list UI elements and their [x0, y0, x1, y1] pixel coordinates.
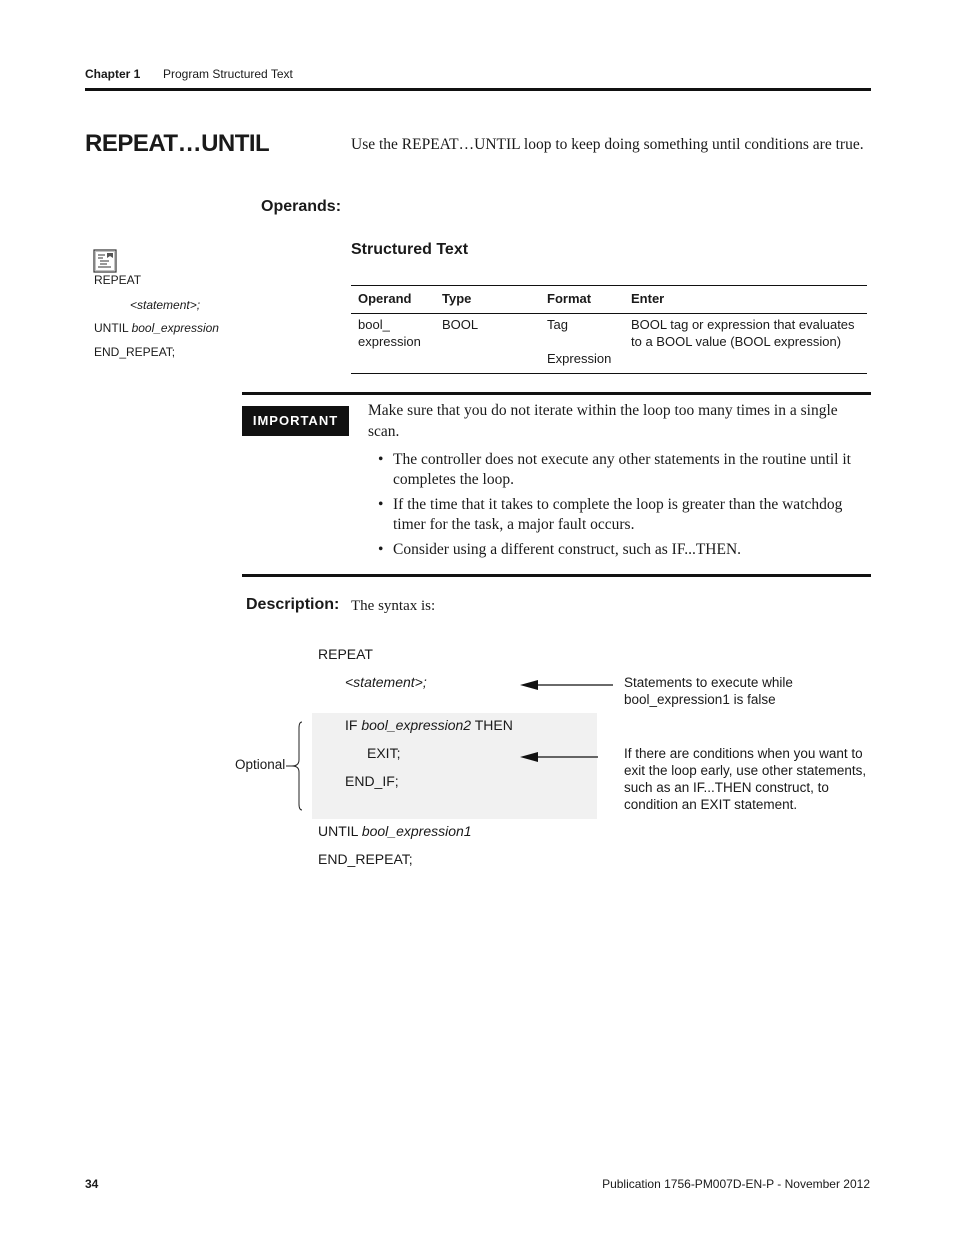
arrow-left-icon — [518, 678, 613, 692]
section-title: REPEAT…UNTIL — [85, 130, 270, 157]
operands-table — [351, 285, 867, 374]
list-item: • Consider using a different construct, such as IF...THEN. — [378, 540, 871, 560]
document-icon — [93, 249, 117, 273]
syntax-end-if: END_IF; — [345, 773, 399, 789]
syntax-if-keyword: IF — [345, 717, 362, 733]
syntax-then-keyword: THEN — [471, 717, 513, 733]
syntax-statement: <statement>; — [345, 674, 427, 690]
syntax-until-operand: bool_expression1 — [361, 823, 472, 839]
table-row — [351, 314, 867, 373]
intro-paragraph: Use the REPEAT…UNTIL loop to keep doing something until conditions are true. — [351, 136, 864, 153]
syntax-until-keyword: UNTIL — [318, 823, 362, 839]
sidebar-code-until — [94, 321, 219, 335]
col-header-format: Format — [547, 291, 592, 306]
cell-type: BOOL — [442, 317, 479, 332]
sidebar-until-keyword: UNTIL — [94, 321, 132, 335]
cell-format-tag: Tag — [547, 317, 568, 332]
important-bullets — [378, 450, 871, 565]
important-text: Make sure that you do not iterate within the loop too many times in a single scan. — [368, 402, 838, 440]
publication-info: Publication 1756-PM007D-EN-P - November 2012 — [602, 1177, 870, 1191]
important-badge: IMPORTANT — [242, 406, 349, 436]
sidebar-code-statement: <statement>; — [130, 298, 201, 312]
description-text: The syntax is: — [351, 598, 436, 614]
arrow-left-icon — [518, 750, 613, 764]
cell-enter: BOOL tag or expression that evaluates to a BOOL value (BOOL expression) — [631, 317, 855, 349]
col-header-type: Type — [442, 291, 472, 306]
brace-icon — [286, 720, 306, 812]
col-header-enter: Enter — [631, 291, 665, 306]
syntax-exit: EXIT; — [367, 745, 401, 761]
page-number: 34 — [85, 1177, 99, 1191]
chapter-label: Chapter 1 — [85, 67, 141, 81]
optional-label: Optional — [235, 757, 286, 772]
cell-format-expression: Expression — [547, 351, 612, 366]
list-item: • If the time that it takes to complete the loop is greater than the watchdog timer for the task, a major fault occurs. — [378, 495, 871, 535]
sidebar-code-repeat: REPEAT — [94, 273, 142, 287]
syntax-if-line — [345, 717, 513, 733]
syntax-until-line — [318, 823, 472, 839]
col-header-operand: Operand — [358, 291, 412, 306]
callout-exit: If there are conditions when you want to exit the loop early, use other statements, such as an IF...THEN construct, to condition an EXIT statement. — [624, 746, 867, 812]
syntax-end-repeat: END_REPEAT; — [318, 851, 413, 867]
chapter-title: Program Structured Text — [163, 67, 293, 81]
callout-statements: Statements to execute while bool_expression1 is false — [624, 675, 793, 707]
important-bottom-rule — [242, 574, 871, 577]
syntax-if-operand: bool_expression2 — [361, 717, 472, 733]
important-top-rule — [242, 392, 871, 395]
syntax-repeat: REPEAT — [318, 646, 373, 662]
description-heading: Description: — [246, 596, 340, 613]
table-header-row — [351, 286, 867, 314]
list-item: • The controller does not execute any other statements in the routine until it completes the loop. — [378, 450, 871, 490]
header-rule — [85, 88, 871, 91]
sidebar-code-end-repeat: END_REPEAT; — [94, 345, 176, 359]
operands-heading: Operands: — [261, 198, 342, 215]
cell-operand: bool_ expression — [358, 317, 421, 349]
sidebar-until-operand: bool_expression — [131, 321, 219, 335]
structured-text-heading: Structured Text — [351, 241, 469, 258]
